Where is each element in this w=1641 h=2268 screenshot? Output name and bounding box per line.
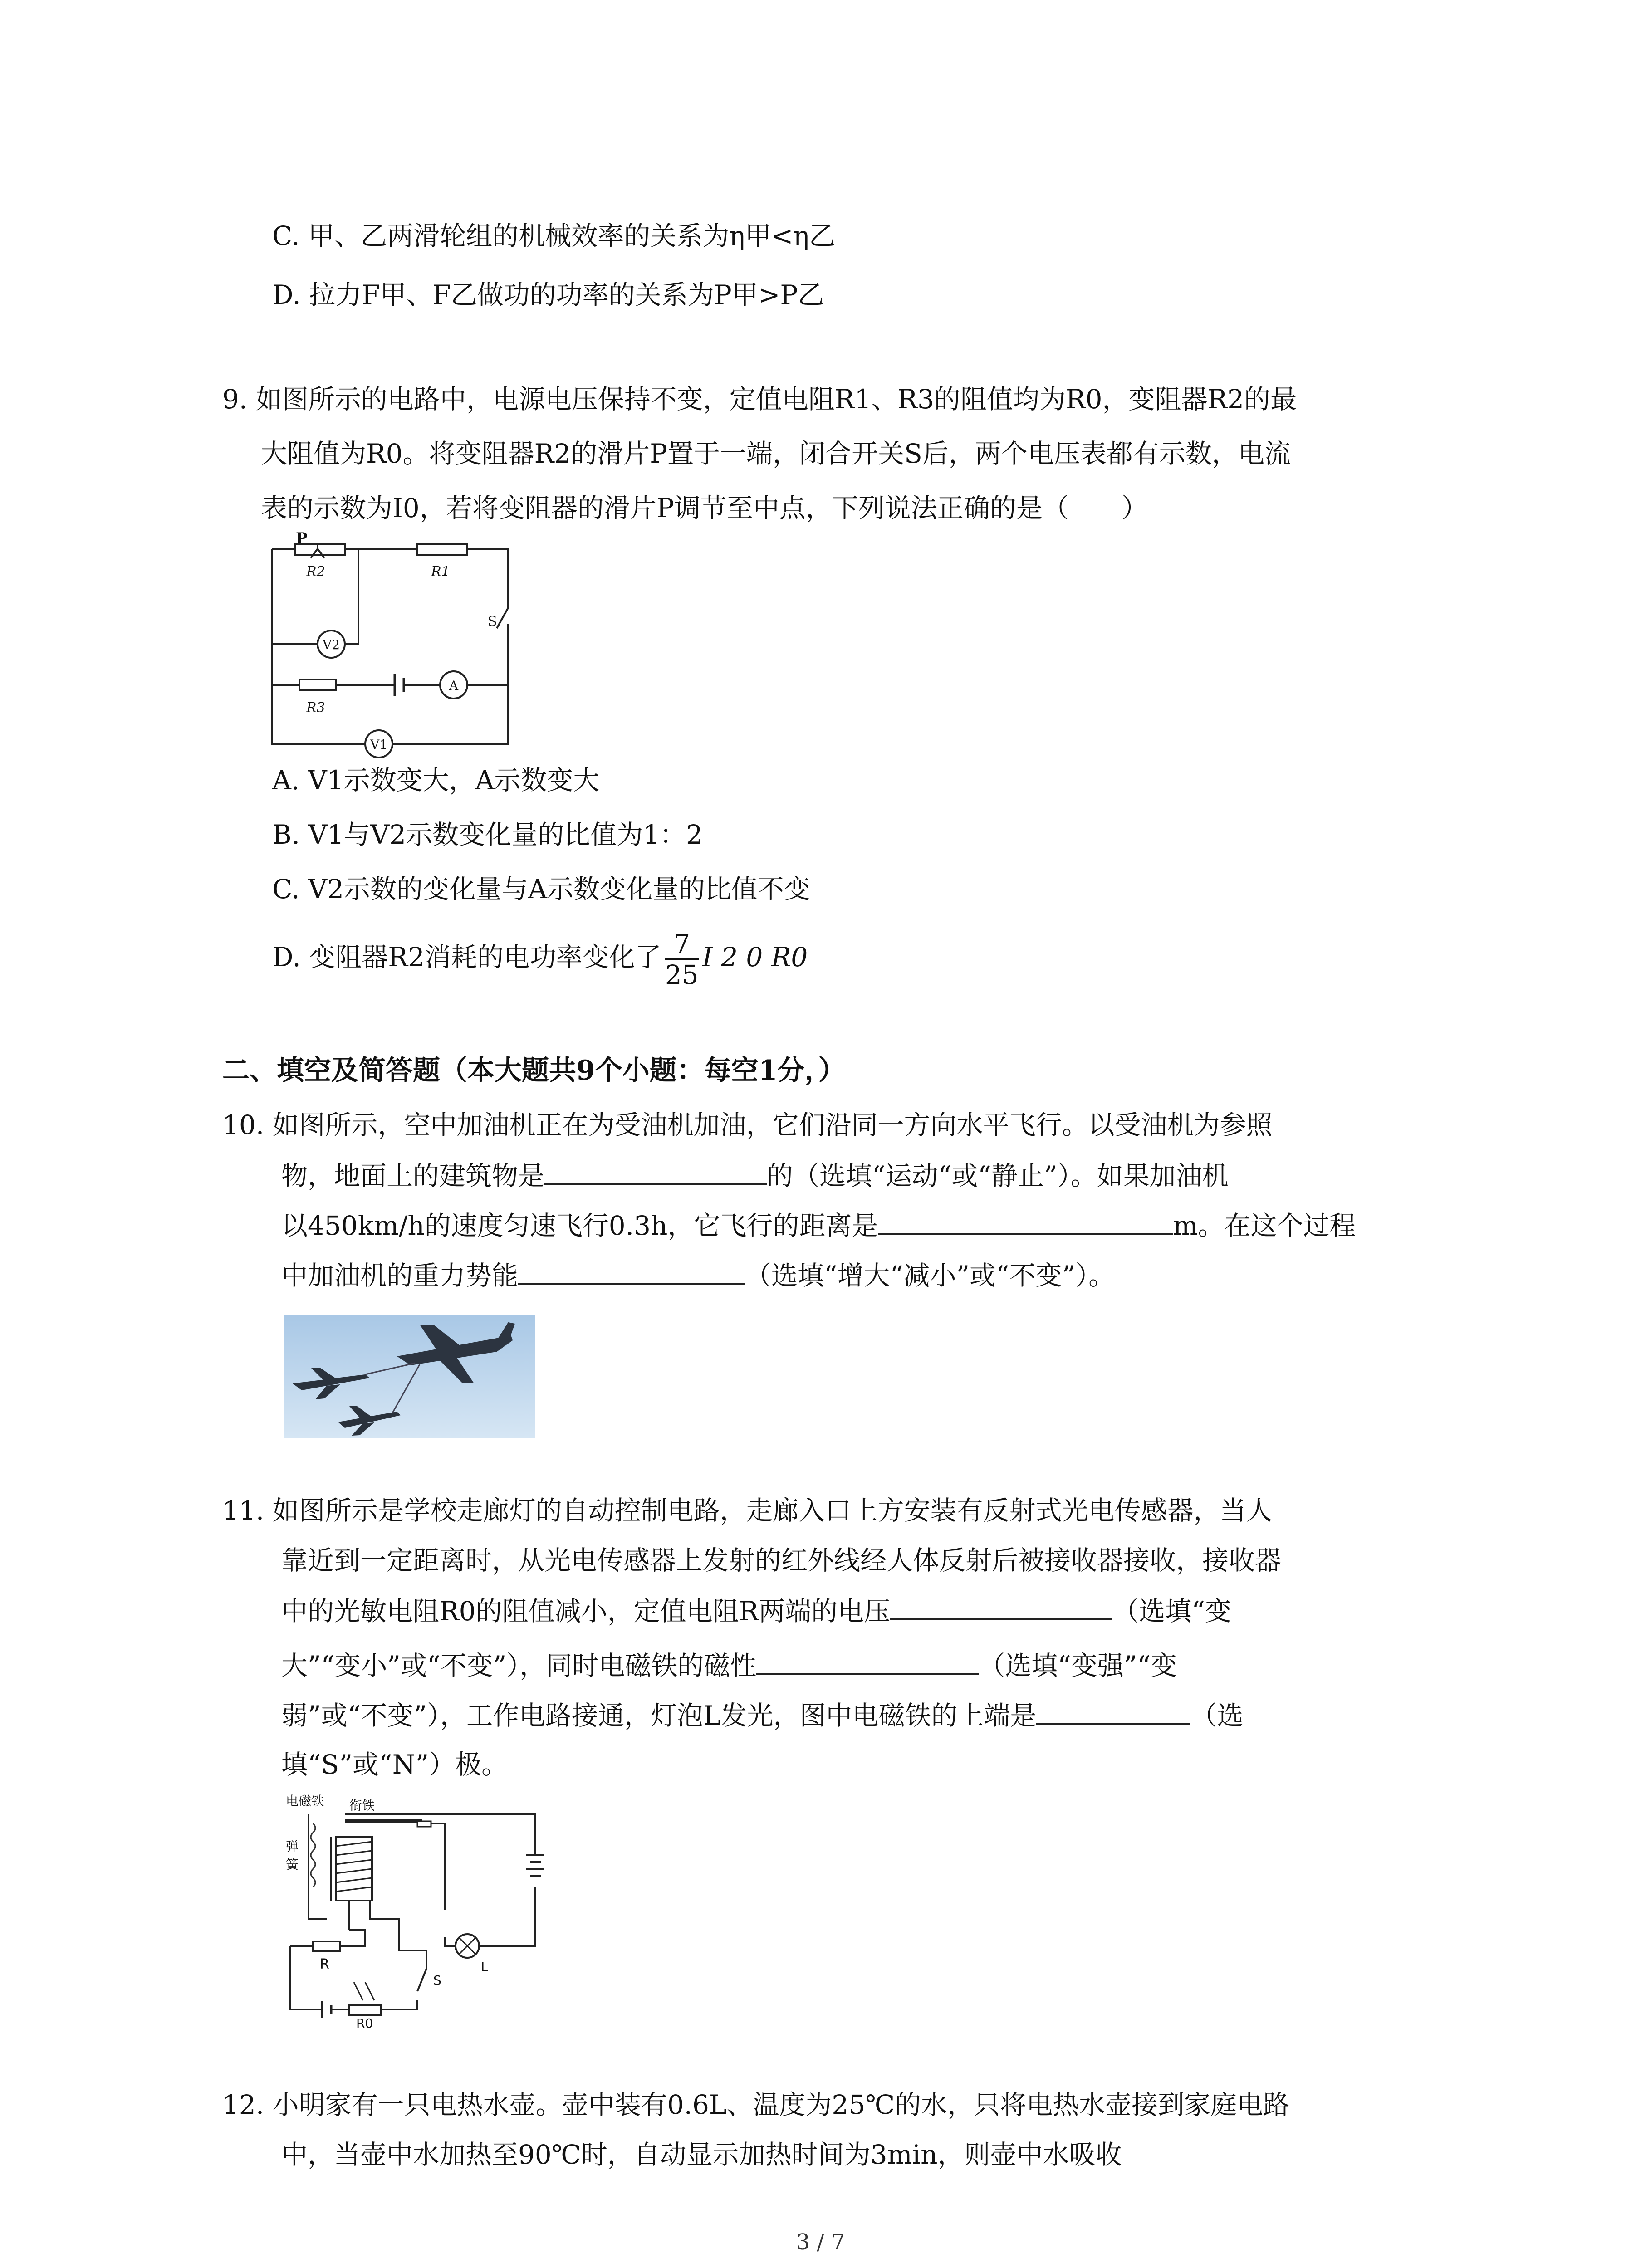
q9-stem-line3: 表的示数为I0，若将变阻器的滑片P调节至中点，下列说法正确的是（ ） xyxy=(261,493,1148,523)
q10-text: m。在这个过程 xyxy=(1173,1210,1356,1241)
q9-option-c: C. V2示数的变化量与A示数变化量的比值不变 xyxy=(272,874,810,904)
label-r: R xyxy=(320,1956,329,1972)
q10-text: 物，地面上的建筑物是 xyxy=(281,1160,545,1191)
q8-option-c: C. 甲、乙两滑轮组的机械效率的关系为η甲<η乙 xyxy=(272,220,836,251)
q11-text: 中的光敏电阻R0的阻值减小，定值电阻R两端的电压 xyxy=(281,1596,891,1627)
q10-text: 的（选填“运动“或“静止”）。如果加油机 xyxy=(767,1160,1229,1191)
q11-stem-line4 xyxy=(281,1647,1177,1684)
q11-blank-2[interactable] xyxy=(756,1647,979,1675)
label-p: P xyxy=(296,529,308,547)
q10-blank-3[interactable] xyxy=(518,1256,745,1285)
label-r3: R3 xyxy=(306,700,325,716)
q11-text: （选 xyxy=(1190,1700,1244,1731)
resistor-r xyxy=(313,1941,340,1951)
q11-text: （选填“变强”“变 xyxy=(979,1650,1177,1681)
label-spring-2: 簧 xyxy=(286,1857,299,1872)
label-v2: V2 xyxy=(322,637,340,652)
page-number: 3 / 7 xyxy=(796,2229,845,2255)
label-r2: R2 xyxy=(306,564,325,580)
label-s: S xyxy=(433,1973,441,1988)
fraction-denominator: 25 xyxy=(665,959,699,990)
iron-frame xyxy=(309,1814,327,1919)
q11-stem-line6: 填“S”或“N”）极。 xyxy=(281,1749,508,1780)
photoresistor-r0 xyxy=(349,2005,381,2015)
q11-blank-1[interactable] xyxy=(890,1592,1112,1620)
q9-option-d-text: D. 变阻器R2消耗的电功率变化了 xyxy=(272,942,661,973)
q11-stem-line2: 靠近到一定距离时，从光电传感器上发射的红外线经人体反射后被接收器接收，接收器 xyxy=(281,1545,1282,1576)
q10-text: 中加油机的重力势能 xyxy=(281,1260,519,1291)
q9-option-d xyxy=(272,925,808,989)
label-a: A xyxy=(449,678,459,693)
q12-stem-line1: 12. 小明家有一只电热水壶。壶中装有0.6L、温度为25℃的水，只将电热水壶接到家庭电路 xyxy=(222,2089,1290,2120)
contact-icon xyxy=(417,1821,431,1827)
q9-circuit-diagram xyxy=(268,529,522,753)
switch-icon xyxy=(497,608,508,628)
section-2-title: 二、填空及简答题（本大题共9个小题：每空1分，） xyxy=(222,1055,846,1086)
fraction-numerator: 7 xyxy=(665,929,699,960)
relay-circuit-diagram xyxy=(281,1794,581,2031)
battery-icon xyxy=(395,674,404,696)
q9-stem-line2: 大阻值为R0。将变阻器R2的滑片P置于一端，闭合开关S后，两个电压表都有示数，电流 xyxy=(261,438,1291,469)
q10-stem-line1: 10. 如图所示，空中加油机正在为受油机加油，它们沿同一方向水平飞行。以受油机为参照 xyxy=(222,1110,1273,1140)
q9-option-d-fraction xyxy=(665,929,699,989)
q11-stem-line3 xyxy=(281,1592,1231,1629)
q11-text: （选填“变 xyxy=(1112,1596,1231,1627)
battery-icon xyxy=(526,1855,544,1876)
r1-resistor xyxy=(417,544,467,555)
q9-option-b: B. V1与V2示数变化量的比值为1：2 xyxy=(272,819,703,850)
label-l: L xyxy=(481,1959,488,1974)
q11-blank-3[interactable] xyxy=(1036,1696,1190,1725)
label-electromagnet: 电磁铁 xyxy=(286,1794,324,1809)
label-s: S xyxy=(488,614,497,630)
spring-icon xyxy=(311,1823,315,1887)
label-armature: 衔铁 xyxy=(349,1798,375,1813)
light-arrow-icon xyxy=(354,1982,374,2000)
label-r1: R1 xyxy=(431,564,450,580)
q11-text: 大”“变小”或“不变”），同时电磁铁的磁性 xyxy=(281,1650,757,1681)
q10-text: （选填“增大“减小”或“不变”）。 xyxy=(745,1260,1115,1291)
q12-stem-line2: 中，当壶中水加热至90℃时，自动显示加热时间为3min，则壶中水吸收 xyxy=(281,2139,1122,2170)
label-v1: V1 xyxy=(370,737,388,752)
q9-stem-line1: 9. 如图所示的电路中，电源电压保持不变，定值电阻R1、R3的阻值均为R0，变阻器R2的最 xyxy=(222,384,1297,415)
q10-text: 以450km/h的速度匀速飞行0.3h，它飞行的距离是 xyxy=(281,1210,878,1241)
q9-option-d-expr: I 2 0 R0 xyxy=(702,942,808,973)
label-r0: R0 xyxy=(356,2016,373,2031)
q11-text: 弱”或“不变”），工作电路接通，灯泡L发光，图中电磁铁的上端是 xyxy=(281,1700,1037,1731)
r3-resistor xyxy=(299,679,336,690)
label-spring-1: 弹 xyxy=(286,1839,299,1854)
q10-stem-line2 xyxy=(281,1157,1229,1194)
refueling-aircraft-photo xyxy=(284,1315,535,1438)
q9-option-a: A. V1示数变大，A示数变大 xyxy=(272,765,600,796)
q8-option-d: D. 拉力F甲、F乙做功的功率的关系为P甲>P乙 xyxy=(272,279,824,310)
q11-stem-line1: 11. 如图所示是学校走廊灯的自动控制电路，走廊入口上方安装有反射式光电传感器，当人 xyxy=(222,1495,1273,1526)
q10-blank-2[interactable] xyxy=(878,1207,1173,1235)
q10-stem-line4 xyxy=(281,1256,1115,1294)
q10-blank-1[interactable] xyxy=(544,1157,767,1185)
battery-icon xyxy=(322,2001,331,2018)
q11-stem-line5 xyxy=(281,1696,1244,1734)
q10-stem-line3 xyxy=(281,1207,1356,1244)
